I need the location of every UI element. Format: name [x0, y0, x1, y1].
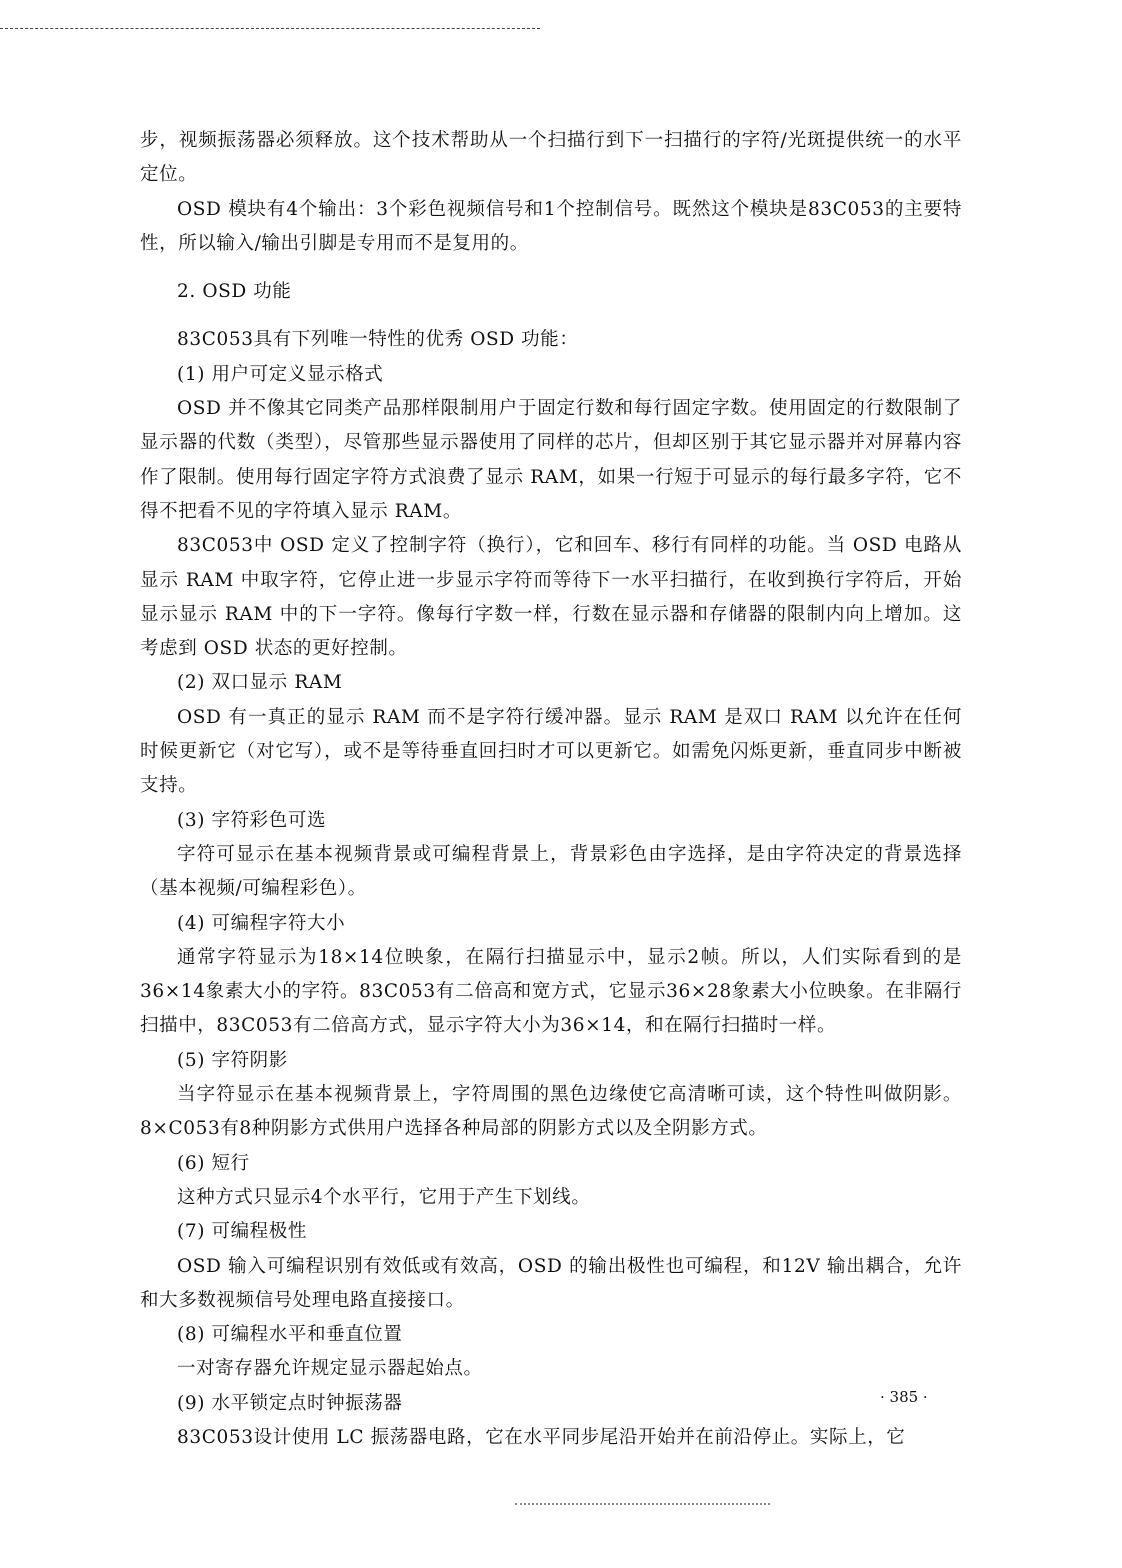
list-item-heading: (8) 可编程水平和垂直位置	[177, 1324, 403, 1346]
paragraph: OSD 有一真正的显示 RAM 而不是字符行缓冲器。显示 RAM 是双口 RAM 以允许在任何时候更新它（对它写），或不是等待垂直回扫时才可以更新它。如需免闪烁更新，垂直同步中断被支持。	[140, 706, 962, 797]
list-item-heading: (1) 用户可定义显示格式	[177, 363, 384, 385]
list-item-heading: (5) 字符阴影	[177, 1049, 288, 1071]
list-item-heading: (2) 双口显示 RAM	[177, 672, 343, 694]
list-item-heading: (7) 可编程极性	[177, 1221, 307, 1243]
paragraph: 83C053中 OSD 定义了控制字符（换行），它和回车、移行有同样的功能。当 OSD 电路从显示 RAM 中取字符，它停止进一步显示字符而等待下一水平扫描行，在收到换行字符后，开始显示显示 RAM 中的下一字符。像每行字数一样，行数在显示器和存储器的限制内向上增加。这考虑到 OSD 状态的更好控制。	[140, 535, 962, 660]
section-heading: 2. OSD 功能	[177, 281, 292, 303]
list-item-heading: (6) 短行	[177, 1152, 250, 1174]
paragraph: 一对寄存器允许规定显示器起始点。	[177, 1358, 483, 1380]
paragraph: 当字符显示在基本视频背景上，字符周围的黑色边缘使它高清晰可读，这个特性叫做阴影。8×C053有8种阴影方式供用户选择各种局部的阴影方式以及全阴影方式。	[140, 1084, 962, 1140]
scan-artifact-line	[515, 1503, 770, 1505]
paragraph: OSD 模块有4个输出：3个彩色视频信号和1个控制信号。既然这个模块是83C053的主要特性，所以输入/输出引脚是专用而不是复用的。	[140, 198, 962, 254]
page-number: · 385 ·	[880, 1388, 928, 1406]
document-body	[140, 124, 962, 1455]
paragraph: 步，视频振荡器必须释放。这个技术帮助从一个扫描行到下一扫描行的字符/光斑提供统一的水平定位。	[140, 130, 962, 186]
paragraph: OSD 并不像其它同类产品那样限制用户于固定行数和每行固定字数。使用固定的行数限制了显示器的代数（类型），尽管那些显示器使用了同样的芯片，但却区别于其它显示器并对屏幕内容作了限制。使用每行固定字符方式浪费了显示 RAM，如果一行短于可显示的每行最多字符，它不得不把看不见的字符填入显示 RAM。	[140, 398, 962, 522]
paragraph: 通常字符显示为18×14位映象，在隔行扫描显示中，显示2帧。所以，人们实际看到的是36×14象素大小的字符。83C053有二倍高和宽方式，它显示36×28象素大小位映象。在非隔行扫描中，83C053有二倍高方式，显示字符大小为36×14，和在隔行扫描时一样。	[140, 946, 962, 1037]
paragraph: 83C053具有下列唯一特性的优秀 OSD 功能：	[177, 329, 579, 351]
paragraph: 字符可显示在基本视频背景或可编程背景上，背景彩色由字选择，是由字符决定的背景选择（基本视频/可编程彩色）。	[140, 843, 962, 900]
list-item-heading: (3) 字符彩色可选	[177, 809, 327, 831]
list-item-heading: (4) 可编程字符大小	[177, 912, 346, 934]
paragraph: 83C053设计使用 LC 振荡器电路，它在水平同步尾沿开始并在前沿停止。实际上，它	[177, 1426, 906, 1448]
paragraph: 这种方式只显示4个水平行，它用于产生下划线。	[177, 1186, 591, 1208]
paragraph: OSD 输入可编程识别有效低或有效高，OSD 的输出极性也可编程，和12V 输出耦合，允许和大多数视频信号处理电路直接接口。	[140, 1255, 962, 1311]
list-item-heading: (9) 水平锁定点时钟振荡器	[177, 1392, 403, 1414]
scan-dashed-line	[0, 28, 540, 29]
